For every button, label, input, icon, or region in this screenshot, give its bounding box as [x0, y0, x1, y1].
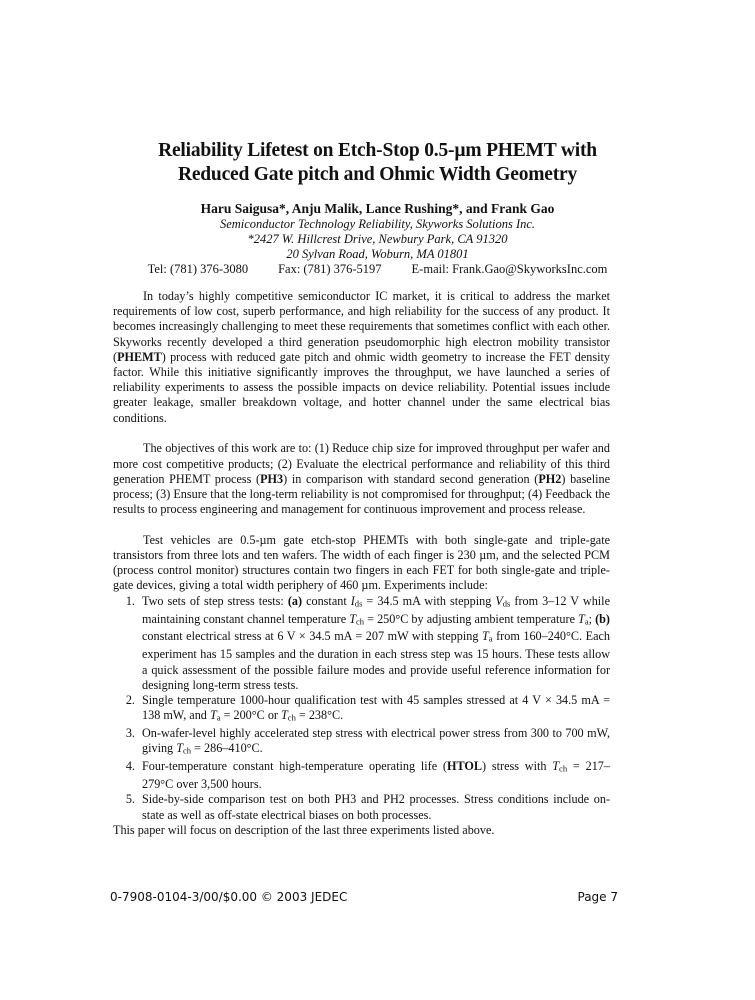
- page-number: Page 7: [577, 890, 618, 904]
- text: from 3–12 V while maintaining constant channel temperature: [142, 593, 610, 626]
- text: Single temperature 1000-hour qualification test with 45 samples stressed at 4 V × 34.5 mA = 138 mW, and: [142, 692, 610, 723]
- text: ) stress with: [482, 759, 553, 774]
- paragraph-closing: This paper will focus on description of the last three experiments listed above.: [113, 822, 495, 837]
- text: constant electrical stress at 6 V × 34.5 mA = 207 mW with stepping: [142, 629, 482, 644]
- term-phemt: PHEMT: [117, 349, 162, 364]
- subscript: ds: [354, 598, 363, 609]
- symbol: T: [281, 708, 288, 723]
- text: = 250°C by adjusting ambient temperature: [364, 611, 579, 626]
- text: ;: [588, 611, 596, 626]
- list-item: [138, 759, 610, 792]
- experiments-list: [113, 594, 610, 823]
- address-1: *2427 W. Hillcrest Drive, Newbury Park, CA 91320: [247, 232, 508, 246]
- fax: Fax: (781) 376-5197: [278, 262, 382, 276]
- label-b: (b): [595, 611, 610, 626]
- symbol: I: [350, 593, 355, 608]
- label-a: (a): [287, 593, 303, 608]
- subscript: ch: [356, 616, 365, 627]
- paragraph-intro: [113, 289, 610, 426]
- text: Four-temperature constant high-temperature operating life (: [142, 759, 447, 774]
- symbol: T: [482, 629, 489, 644]
- list-item: [138, 726, 610, 759]
- list-item: [138, 693, 610, 726]
- text: = 286–410°C.: [191, 741, 263, 756]
- subscript: ch: [287, 712, 296, 723]
- paragraph-objectives: [113, 441, 610, 517]
- symbol: V: [495, 593, 503, 608]
- list-item: 5. Side-by-side comparison test on both PH3 and PH2 processes. Stress conditions include on-state as well as off-state electrical biases on both processes.: [138, 792, 610, 822]
- author-names: Haru Saigusa*, Anju Malik, Lance Rushing*, and Frank Gao: [200, 201, 555, 216]
- text: from 160–240°C. Each experiment has 15 samples and the duration in each stress step was 15 hours. These tests allow a quick assessment of the possible failure modes and provide useful reference information for designing long-term stress tests.: [142, 629, 610, 692]
- text: The objectives of this work are to: (1) Reduce chip size for improved throughput per wafer and more cost competitive products; (2) Evaluate the electrical performance and reliability of this third generation PHEMT process (: [113, 441, 610, 486]
- subscript: ds: [502, 598, 511, 609]
- text: ) baseline process; (3) Ensure that the long-term reliability is not compromised for throughput; (4) Feedback the results to process engineering and management for continuous improvement and process release.: [113, 471, 610, 517]
- copyright-notice: 0-7908-0104-3/00/$0.00 © 2003 JEDEC: [110, 890, 348, 904]
- address-2: 20 Sylvan Road, Woburn, MA 01801: [286, 247, 469, 261]
- term-htol: HTOL: [447, 759, 482, 774]
- paper-body: [113, 289, 610, 838]
- term-ph3: PH3: [260, 471, 284, 486]
- text: Two sets of step stress tests:: [142, 593, 288, 608]
- subscript: ch: [559, 763, 568, 774]
- subscript: a: [216, 712, 221, 723]
- text: constant: [302, 593, 351, 608]
- text: = 34.5 mA with stepping: [362, 593, 496, 608]
- text: = 217–279°C over 3,500 hours.: [142, 759, 610, 792]
- subscript: a: [584, 616, 589, 627]
- contact-line: [110, 262, 645, 277]
- paragraph-test-vehicles: Test vehicles are 0.5-µm gate etch-stop PHEMTs with both single-gate and triple-gate transistors from three lots and ten wafers. The width of each finger is 230 µm, and the selected PCM (process control monitor) structures contain two fingers in each FET for both single-gate and triple-gate devices, giving a total width periphery of 460 µm. Experiments include:: [113, 532, 610, 593]
- symbol: T: [176, 741, 183, 756]
- text: ) process with reduced gate pitch and ohmic width geometry to increase the FET density factor. While this initiative significantly improves the throughput, we have launched a series of reliability experiments to assess the possible impacts on device reliability. Potential issues include greater leakage, smaller breakdown voltage, and hotter channel under the same electrical bias conditions.: [113, 349, 610, 425]
- text: = 200°C or: [220, 708, 282, 723]
- affiliation: Semiconductor Technology Reliability, Skyworks Solutions Inc.: [219, 217, 536, 231]
- term-ph2: PH2: [538, 471, 562, 486]
- email: E-mail: Frank.Gao@SkyworksInc.com: [411, 262, 608, 276]
- text: In today’s highly competitive semiconductor IC market, it is critical to address the market requirements of low cost, superb performance, and high reliability for the success of any product. It becomes increasingly challenging to meet these requirements that sometimes conflict with each other. Skyworks recently developed a third generation pseudomorphic high electron mobility transistor (: [113, 289, 610, 364]
- symbol: T: [552, 759, 560, 774]
- telephone: Tel: (781) 376-3080: [147, 262, 249, 276]
- text: = 238°C.: [295, 708, 344, 723]
- author-block: [110, 201, 645, 277]
- symbol: T: [578, 611, 585, 626]
- subscript: ch: [182, 746, 192, 756]
- symbol: T: [349, 611, 356, 626]
- page-footer: [110, 890, 618, 904]
- list-item: [138, 594, 610, 693]
- text: ) in comparison with standard second generation (: [283, 471, 539, 486]
- title-line-2: Reduced Gate pitch and Ohmic Width Geometry: [177, 164, 578, 185]
- paper-title: [110, 139, 645, 187]
- title-line-1: Reliability Lifetest on Etch-Stop 0.5-µm PHEMT with: [158, 140, 597, 161]
- symbol: T: [209, 708, 217, 723]
- text: On-wafer-level highly accelerated step stress with electrical power stress from 300 to 700 mW, giving: [142, 726, 610, 756]
- subscript: a: [488, 634, 493, 645]
